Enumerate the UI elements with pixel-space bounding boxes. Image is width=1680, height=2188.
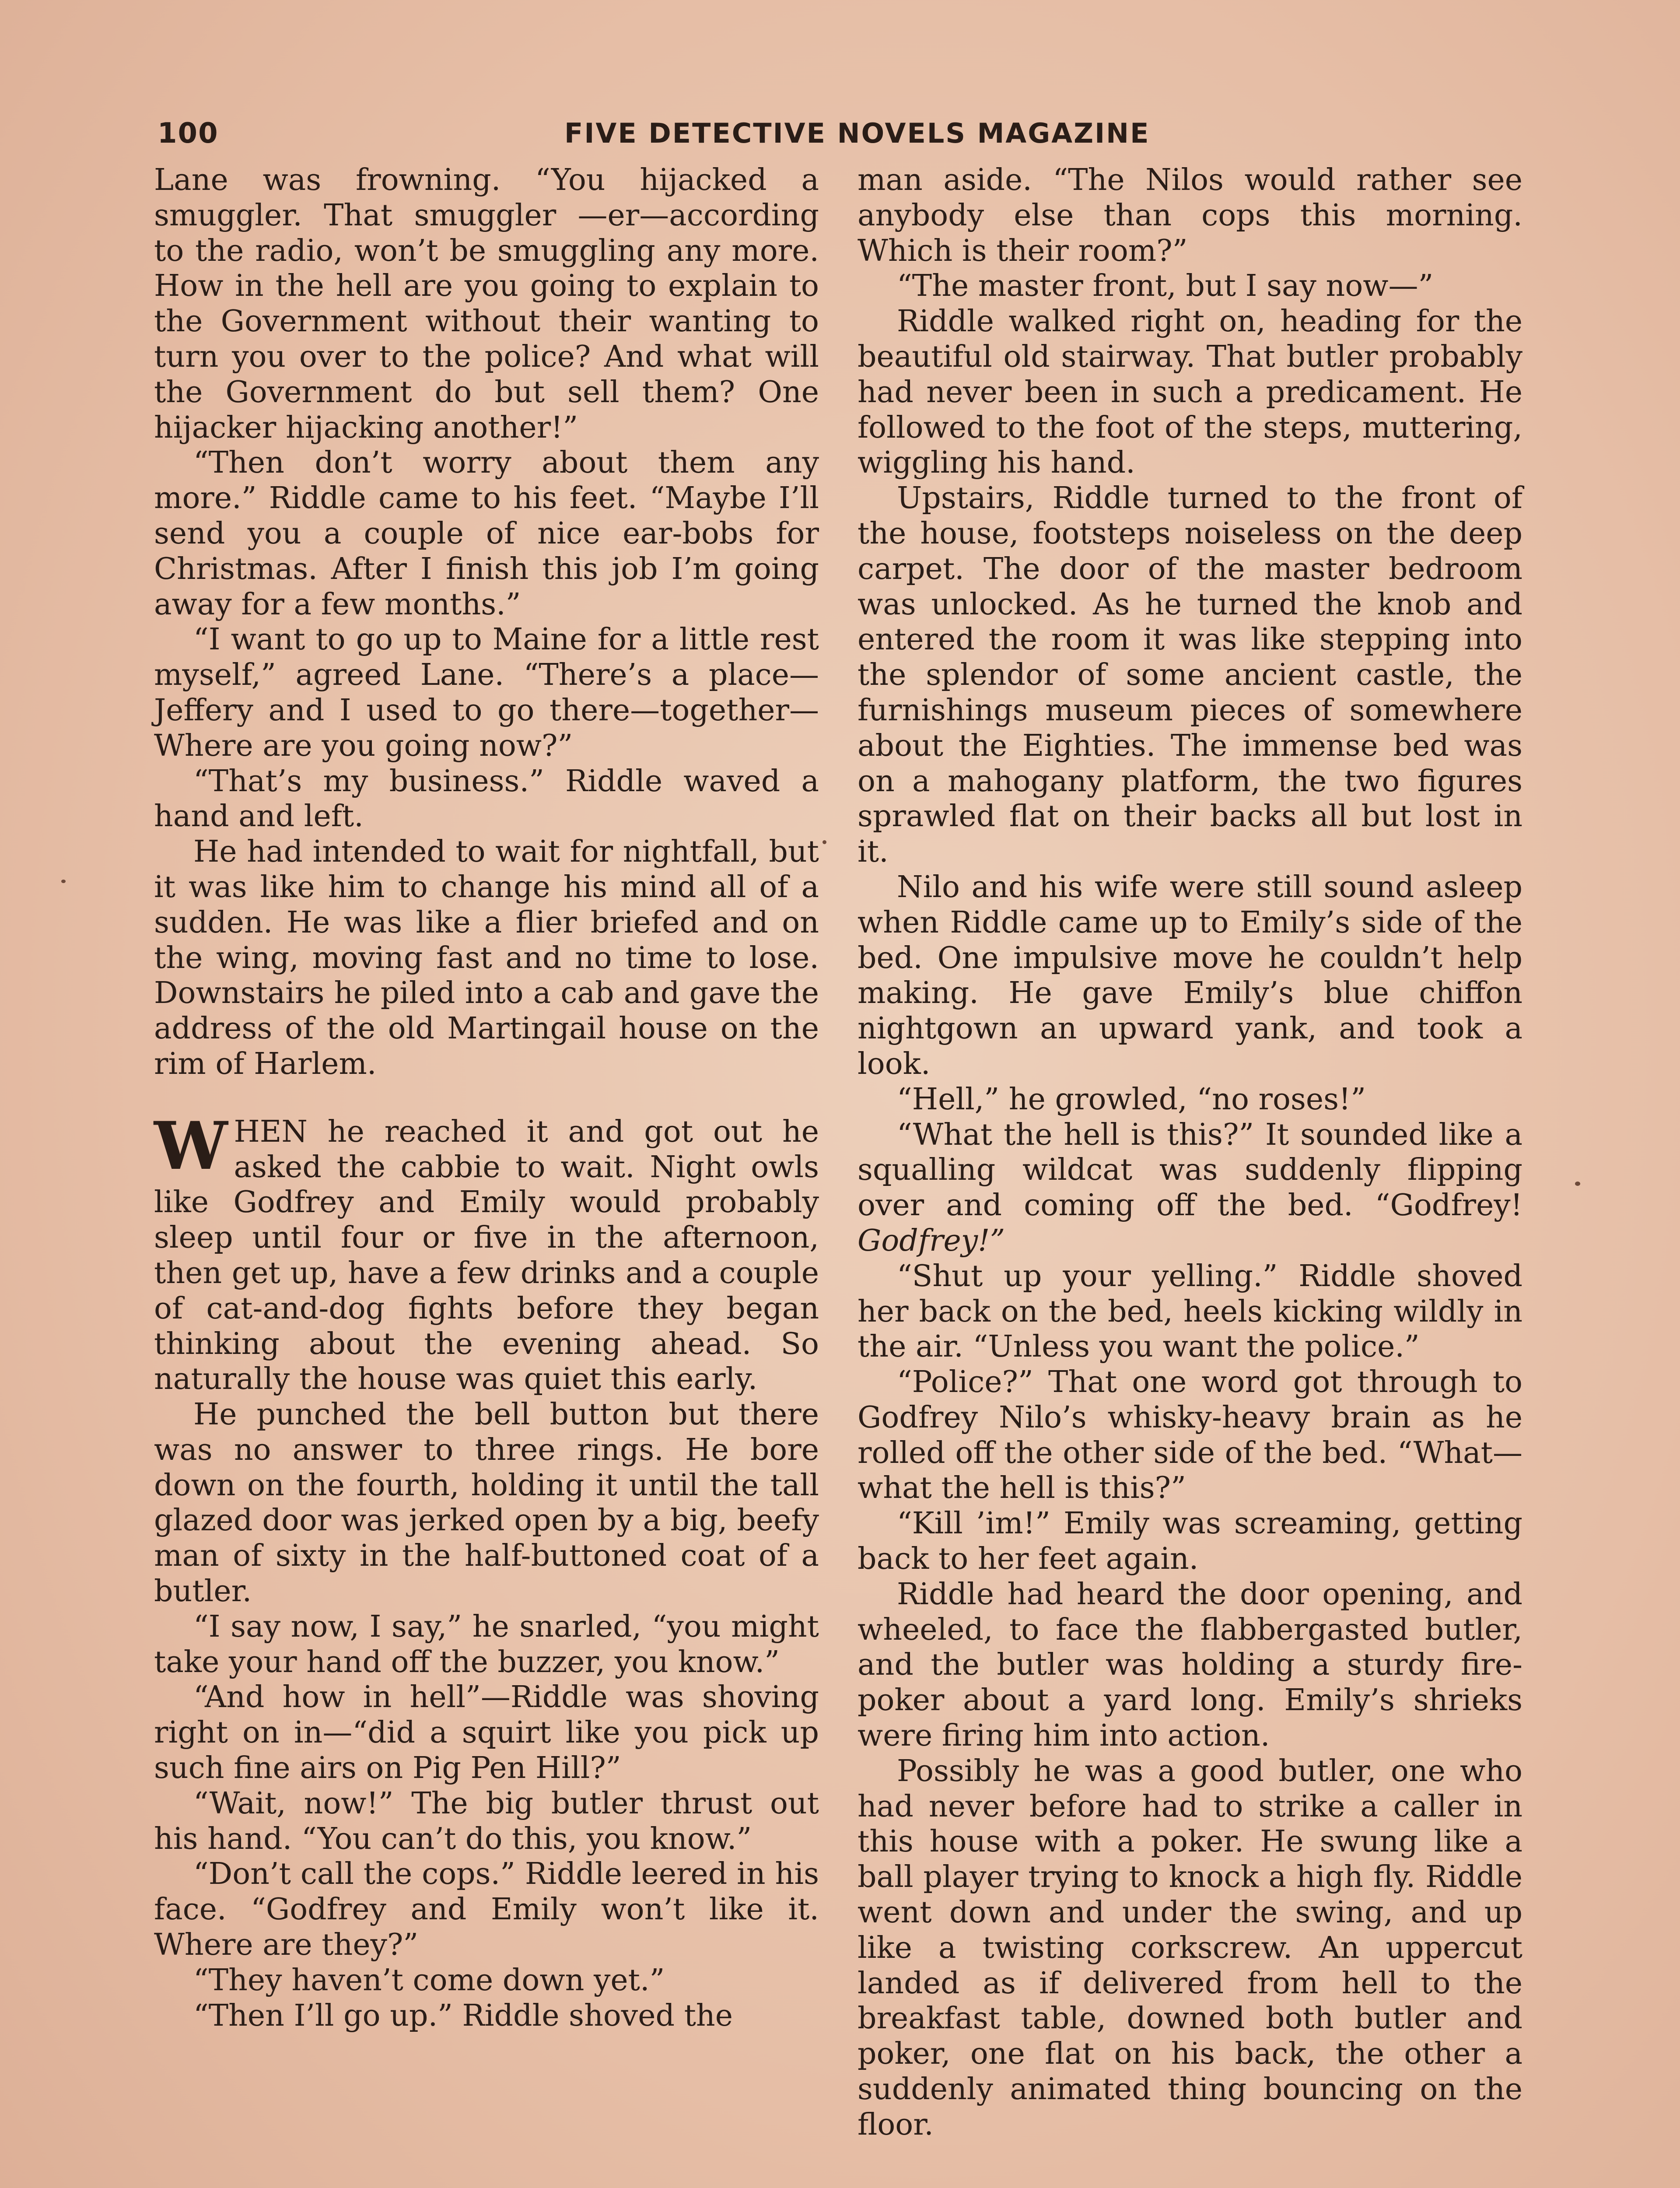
running-title: FIVE DETECTIVE NOVELS MAGAZINE	[564, 117, 1150, 149]
paragraph: Riddle walked right on, heading for the beautiful old stairway. That butler probably had never been in such a predicament. He followed to the foot of the steps, muttering, wiggling his hand.	[858, 304, 1522, 480]
paragraph: “That’s my business.” Riddle waved a hand and left.	[154, 764, 819, 834]
section-start-paragraph	[154, 1107, 819, 1397]
paragraph: Upstairs, Riddle turned to the front of the house, footsteps noiseless on the deep carpet. The door of the master bedroom was unlocked. As he turned the knob and entered the room it was like stepping into the splendor of some ancient castle, the furnishings museum pieces of somewhere about the Eighties. The immense bed was on a mahogany platform, the two figures sprawled flat on their backs all but lost in it.	[858, 481, 1522, 870]
paragraph: “And how in hell”—Riddle was shoving right on in—“did a squirt like you pick up such fine airs on Pig Pen Hill?”	[154, 1680, 819, 1786]
paragraph: “Kill ’im!” Emily was screaming, getting back to her feet again.	[858, 1506, 1522, 1577]
paragraph: Riddle had heard the door opening, and wheeled, to face the flabbergasted butler, and the butler was holding a sturdy fire-poker about a yard long. Emily’s shrieks were firing him into action.	[858, 1577, 1522, 1753]
paragraph: Lane was frowning. “You hijacked a smuggler. That smuggler —er—according to the radio, won’t be smuggling any more. How in the hell are you going to explain to the Government without their wanting to turn you over to the police? And what will the Government do but sell them? One hijacker hijacking another!”	[154, 163, 819, 445]
paragraph: “I say now, I say,” he snarled, “you might take your hand off the buzzer, you know.”	[154, 1609, 819, 1680]
paragraph: He punched the bell button but there was no answer to three rings. He bore down on the fourth, holding it until the tall glazed door was jerked open by a big, beefy man of sixty in the half-buttoned coat of a butler.	[154, 1397, 819, 1609]
paper-speck	[1575, 1182, 1580, 1186]
paragraph: He had intended to wait for nightfall, but it was like him to change his mind all of a sudden. He was like a flier briefed and on the wing, moving fast and no time to lose. Downstairs he piled into a cab and gave the address of the old Martingail house on the rim of Harlem.	[154, 835, 819, 1081]
emphasized-text: Godfrey!”	[858, 1223, 1005, 1258]
paragraph: “Don’t call the cops.” Riddle leered in his face. “Godfrey and Emily won’t like it. Where are they?”	[154, 1857, 819, 1963]
left-column	[154, 163, 819, 2034]
paper-speck	[822, 840, 826, 844]
paragraph: “Then don’t worry about them any more.” Riddle came to his feet. “Maybe I’ll send you a couple of nice ear-bobs for Christmas. After I finish this job I’m going away for a few months.”	[154, 445, 819, 622]
paragraph: Nilo and his wife were still sound asleep when Riddle came up to Emily’s side of the bed. One impulsive move he couldn’t help making. He gave Emily’s blue chiffon nightgown an upward yank, and took a look.	[858, 870, 1522, 1081]
paragraph: “Wait, now!” The big butler thrust out his hand. “You can’t do this, you know.”	[154, 1786, 819, 1856]
paragraph: “The master front, but I say now—”	[897, 269, 1434, 304]
paper-speck	[61, 880, 66, 883]
right-column	[858, 163, 1522, 2143]
paragraph: “I want to go up to Maine for a little rest myself,” agreed Lane. “There’s a place—Jeffery and I used to go there—together—Where are you going now?”	[154, 622, 819, 763]
paragraph: Possibly he was a good butler, one who had never before had to strike a caller in this house with a poker. He swung like a ball player trying to knock a high fly. Riddle went down and under the swing, and up like a twisting corkscrew. An uppercut landed as if delivered from hell to the breakfast table, downed both butler and poker, one flat on his back, the other a suddenly animated thing bouncing on the floor.	[858, 1753, 1522, 2142]
paragraph: “Then I’ll go up.” Riddle shoved the	[193, 1998, 733, 2033]
paragraph	[858, 1118, 1522, 1259]
paragraph: “They haven’t come down yet.”	[193, 1963, 665, 1998]
page-number: 100	[158, 117, 219, 150]
paragraph-text: HEN he reached it and got out he asked the cabbie to wait. Night owls like Godfrey and Emily would probably sleep until four or five in the afternoon, then get up, have a few drinks and a couple of cat-and-dog fights before they began thinking about the evening ahead. So naturally the house was quiet this early.	[154, 1114, 819, 1397]
drop-cap: W	[154, 1107, 228, 1185]
paragraph: “Police?” That one word got through to Godfrey Nilo’s whisky-heavy brain as he rolled off the other side of the bed. “What—what the hell is this?”	[858, 1365, 1522, 1506]
paragraph: “Shut up your yelling.” Riddle shoved her back on the bed, heels kicking wildly in the air. “Unless you want the police.”	[858, 1259, 1522, 1364]
paragraph-text: “What the hell is this?” It sounded like a squalling wildcat was suddenly flipping over and coming off the bed. “Godfrey!	[858, 1117, 1522, 1223]
paragraph: man aside. “The Nilos would rather see anybody else than cops this morning. Which is their room?”	[858, 163, 1522, 268]
page-header	[0, 117, 1680, 157]
paragraph: “Hell,” he growled, “no roses!”	[897, 1082, 1366, 1117]
